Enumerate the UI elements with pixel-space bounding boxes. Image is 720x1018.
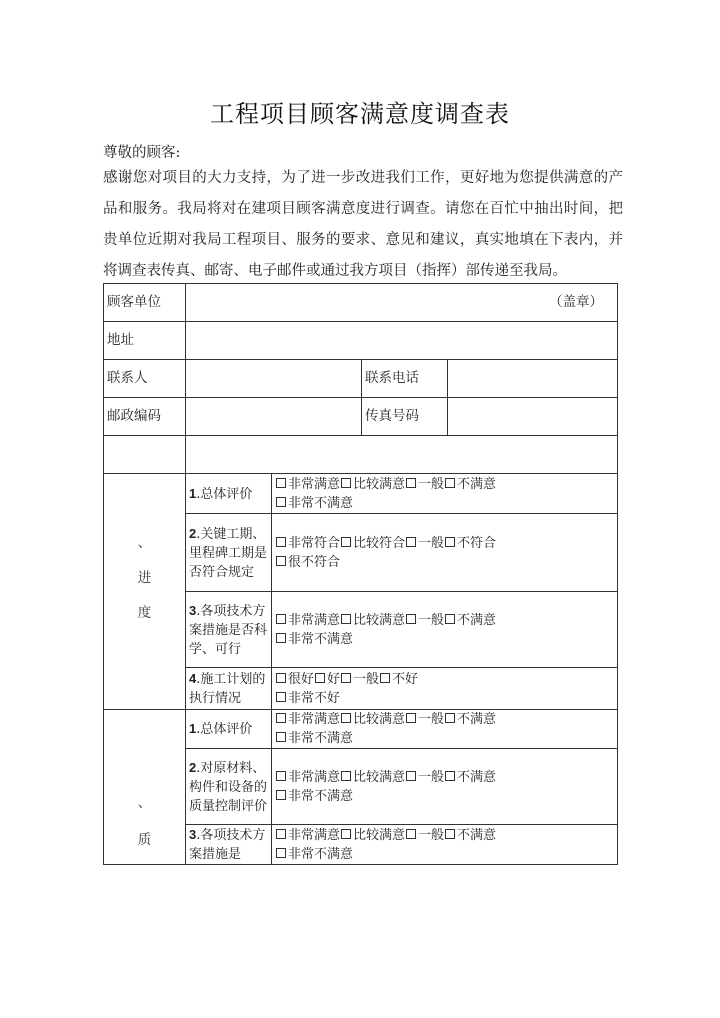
checkbox[interactable] <box>341 829 351 839</box>
blank-field[interactable] <box>186 436 618 474</box>
checkbox[interactable] <box>406 614 416 624</box>
checkbox[interactable] <box>406 713 416 723</box>
checkbox[interactable] <box>276 771 286 781</box>
checkbox[interactable] <box>341 771 351 781</box>
item-label: 2.对原材料、构件和设备的质量控制评价 <box>186 749 272 825</box>
progress-category: 、 进 度 <box>104 474 186 710</box>
fax-field[interactable] <box>448 398 618 436</box>
checkbox[interactable] <box>276 732 286 742</box>
checkbox[interactable] <box>341 713 351 723</box>
checkbox[interactable] <box>341 673 351 683</box>
checkbox[interactable] <box>276 713 286 723</box>
customer-unit-field[interactable] <box>186 284 618 322</box>
row-contact <box>104 360 618 398</box>
item-label: 4.施工计划的执行情况 <box>186 668 272 710</box>
checkbox[interactable] <box>445 478 455 488</box>
progress-item-1 <box>104 474 618 514</box>
checkbox[interactable] <box>276 848 286 858</box>
row-postcode <box>104 398 618 436</box>
item-label: 3.各项技术方案措施是否科学、可行 <box>186 592 272 668</box>
rating-options[interactable]: 非常满意 比较满意 一般 不满意 非常不满意 <box>272 825 618 865</box>
checkbox[interactable] <box>341 537 351 547</box>
blank-cell <box>104 436 186 474</box>
quality-item-1 <box>104 710 618 749</box>
checkbox[interactable] <box>276 829 286 839</box>
rating-options[interactable]: 非常满意 比较满意 一般 不满意 非常不满意 <box>272 592 618 668</box>
rating-options[interactable]: 非常满意 比较满意 一般 不满意 非常不满意 <box>272 749 618 825</box>
item-label: 2.关键工期、里程碑工期是否符合规定 <box>186 514 272 592</box>
phone-label: 联系电话 <box>362 360 448 398</box>
checkbox[interactable] <box>276 614 286 624</box>
checkbox[interactable] <box>406 771 416 781</box>
address-label: 地址 <box>104 322 186 360</box>
checkbox[interactable] <box>276 537 286 547</box>
checkbox[interactable] <box>315 673 325 683</box>
row-blank <box>104 436 618 474</box>
checkbox[interactable] <box>341 478 351 488</box>
row-customer-unit <box>104 284 618 322</box>
checkbox[interactable] <box>445 713 455 723</box>
quality-category: 、 质 <box>104 710 186 865</box>
page-title: 工程项目顾客满意度调查表 <box>210 100 510 128</box>
checkbox[interactable] <box>406 478 416 488</box>
survey-table <box>103 283 618 865</box>
row-address <box>104 322 618 360</box>
rating-options[interactable]: 非常符合 比较符合 一般 不符合 很不符合 <box>272 514 618 592</box>
address-field[interactable] <box>186 322 618 360</box>
checkbox[interactable] <box>445 614 455 624</box>
contact-field[interactable] <box>186 360 362 398</box>
rating-options[interactable]: 很好 好 一般 不好 非常不好 <box>272 668 618 710</box>
checkbox[interactable] <box>276 692 286 702</box>
checkbox[interactable] <box>276 790 286 800</box>
checkbox[interactable] <box>445 829 455 839</box>
item-label: 1.总体评价 <box>186 474 272 514</box>
salutation: 尊敬的顾客: <box>103 145 181 161</box>
fax-label: 传真号码 <box>362 398 448 436</box>
checkbox[interactable] <box>276 497 286 507</box>
checkbox[interactable] <box>276 478 286 488</box>
checkbox[interactable] <box>276 556 286 566</box>
phone-field[interactable] <box>448 360 618 398</box>
customer-unit-label: 顾客单位 <box>104 284 186 322</box>
seal-note: （盖章） <box>549 294 603 310</box>
checkbox[interactable] <box>445 771 455 781</box>
postcode-label: 邮政编码 <box>104 398 186 436</box>
contact-label: 联系人 <box>104 360 186 398</box>
rating-options[interactable]: 非常满意 比较满意 一般 不满意 非常不满意 <box>272 710 618 749</box>
checkbox[interactable] <box>445 537 455 547</box>
checkbox[interactable] <box>276 633 286 643</box>
intro-paragraph: 感谢您对项目的大力支持，为了进一步改进我们工作，更好地为您提供满意的产品和服务。我局将对在建项目顾客满意度进行调查。请您在百忙中抽出时间，把贵单位近期对我局工程项目、服务的要求、意见和建议，真实地填在下表内，并将调查表传真、邮寄、电子邮件或通过我方项目（指挥）部传递至我局。 <box>103 170 623 279</box>
rating-options[interactable]: 非常满意 比较满意 一般 不满意 非常不满意 <box>272 474 618 514</box>
postcode-field[interactable] <box>186 398 362 436</box>
item-label: 1.总体评价 <box>186 710 272 749</box>
checkbox[interactable] <box>380 673 390 683</box>
checkbox[interactable] <box>406 829 416 839</box>
item-label: 3.各项技术方案措施是 <box>186 825 272 865</box>
checkbox[interactable] <box>406 537 416 547</box>
checkbox[interactable] <box>276 673 286 683</box>
checkbox[interactable] <box>341 614 351 624</box>
